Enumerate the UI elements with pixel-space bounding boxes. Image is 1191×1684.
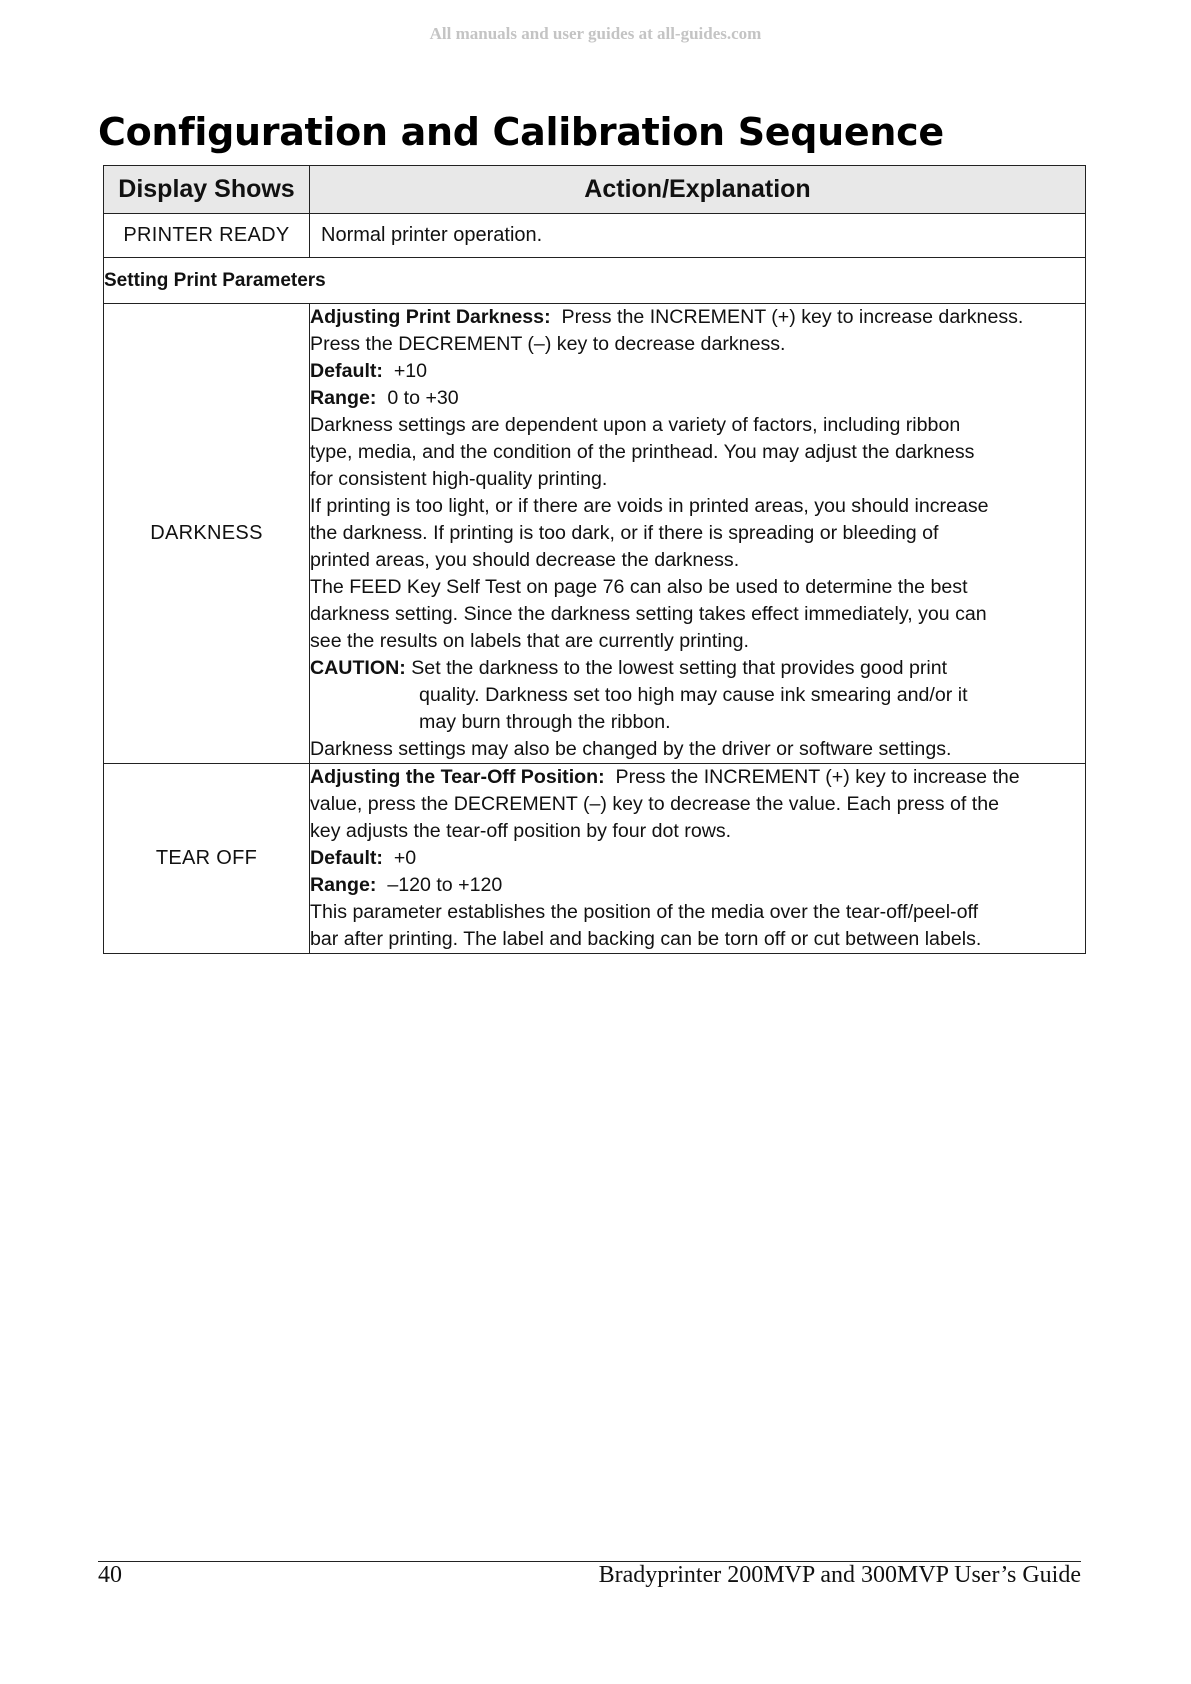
watermark-text: All manuals and user guides at all-guides.com bbox=[429, 24, 762, 43]
darkness-intro-text: Press the INCREMENT (+) key to increase darkness. bbox=[561, 306, 1024, 328]
table-row-printer-ready bbox=[104, 214, 1086, 258]
caution-text-3: may burn through the ribbon. bbox=[419, 711, 671, 733]
caution-label: CAUTION: bbox=[310, 657, 406, 679]
darkness-range-line bbox=[310, 385, 1085, 412]
tearoff-para-line: bar after printing. The label and backing can be torn off or cut between labels. bbox=[310, 928, 982, 950]
darkness-para3-line: see the results on labels that are currently printing. bbox=[310, 630, 749, 652]
caution-text-1: Set the darkness to the lowest setting that provides good print bbox=[411, 657, 948, 679]
darkness-para1-line: Darkness settings are dependent upon a variety of factors, including ribbon bbox=[310, 414, 961, 436]
tearoff-intro-text: Press the INCREMENT (+) key to increase the bbox=[615, 766, 1020, 788]
display-printer-ready: PRINTER READY bbox=[104, 214, 310, 258]
display-tear-off: TEAR OFF bbox=[104, 764, 310, 954]
column-header-display-shows: Display Shows bbox=[104, 166, 310, 214]
caution-text-2: quality. Darkness set too high may cause ink smearing and/or it bbox=[419, 684, 968, 706]
darkness-range-value: 0 to +30 bbox=[387, 387, 459, 409]
darkness-default-label: Default: bbox=[310, 360, 383, 382]
darkness-para2-line: the darkness. If printing is too dark, or if there is spreading or bleeding of bbox=[310, 522, 939, 544]
tearoff-para-line: This parameter establishes the position of the media over the tear-off/peel-off bbox=[310, 901, 979, 923]
configuration-table bbox=[103, 165, 1086, 954]
section-setting-print-parameters: Setting Print Parameters bbox=[104, 258, 1086, 304]
display-darkness: DARKNESS bbox=[104, 304, 310, 764]
footer-guide-title: Bradyprinter 200MVP and 300MVP User’s Guide bbox=[598, 1562, 1081, 1588]
darkness-para3-line: The FEED Key Self Test on page 76 can also be used to determine the best bbox=[310, 576, 968, 598]
column-header-action-explanation: Action/Explanation bbox=[310, 166, 1086, 214]
tearoff-intro-line-3: key adjusts the tear-off position by four dot rows. bbox=[310, 820, 732, 842]
darkness-default-line bbox=[310, 358, 1085, 385]
tearoff-intro-line-2: value, press the DECREMENT (–) key to decrease the value. Each press of the bbox=[310, 793, 1000, 815]
darkness-range-label: Range: bbox=[310, 387, 377, 409]
table-header-row bbox=[104, 166, 1086, 214]
table-row-section bbox=[104, 258, 1086, 304]
table-row-tear-off bbox=[104, 764, 1086, 954]
tearoff-default-label: Default: bbox=[310, 847, 383, 869]
table-row-darkness bbox=[104, 304, 1086, 764]
darkness-intro-line bbox=[310, 304, 1085, 331]
darkness-intro-label: Adjusting Print Darkness: bbox=[310, 306, 551, 328]
darkness-para1-line: type, media, and the condition of the printhead. You may adjust the darkness bbox=[310, 441, 975, 463]
page-number: 40 bbox=[98, 1562, 122, 1588]
tearoff-range-label: Range: bbox=[310, 874, 377, 896]
tearoff-default-value: +0 bbox=[393, 847, 417, 869]
tearoff-intro-label: Adjusting the Tear-Off Position: bbox=[310, 766, 605, 788]
action-printer-ready: Normal printer operation. bbox=[310, 214, 1086, 258]
darkness-default-value: +10 bbox=[393, 360, 428, 382]
darkness-para2-line: printed areas, you should decrease the darkness. bbox=[310, 549, 740, 571]
darkness-intro-line-2: Press the DECREMENT (–) key to decrease darkness. bbox=[310, 333, 786, 355]
action-darkness bbox=[310, 304, 1086, 764]
darkness-final-line: Darkness settings may also be changed by the driver or software settings. bbox=[310, 738, 952, 760]
tearoff-range-line bbox=[310, 872, 1085, 899]
tearoff-range-value: –120 to +120 bbox=[387, 874, 503, 896]
darkness-para1-line: for consistent high-quality printing. bbox=[310, 468, 608, 490]
action-tear-off bbox=[310, 764, 1086, 954]
page-title: Configuration and Calibration Sequence bbox=[98, 110, 944, 154]
tearoff-intro-line bbox=[310, 764, 1085, 791]
tearoff-default-line bbox=[310, 845, 1085, 872]
darkness-para3-line: darkness setting. Since the darkness setting takes effect immediately, you can bbox=[310, 603, 987, 625]
darkness-para2-line: If printing is too light, or if there are voids in printed areas, you should increase bbox=[310, 495, 989, 517]
caution-line bbox=[310, 655, 1085, 682]
